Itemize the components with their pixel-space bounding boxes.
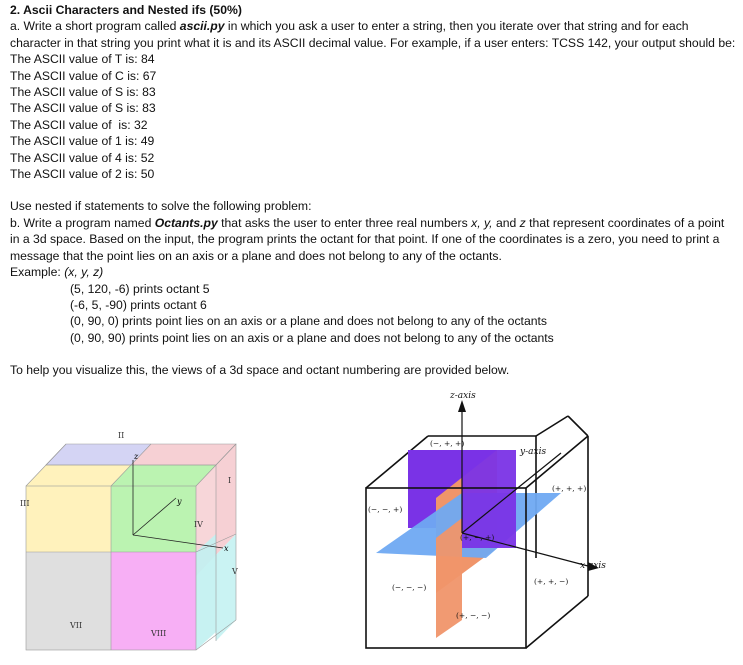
ascii-output-list xyxy=(10,51,737,182)
octant-vii-front xyxy=(26,552,111,650)
example-line: (0, 90, 0) prints point lies on an axis or a plane and does not belong to any of the octants xyxy=(70,314,547,329)
octant-label-viii: VIII xyxy=(151,629,167,638)
x-axis-label: x-axis xyxy=(580,561,606,571)
visualize-text: To help you visualize this, the views of a 3d space and octant numbering are provided below. xyxy=(10,363,510,378)
axis-letter-z: z xyxy=(134,452,139,461)
document-page xyxy=(10,0,737,379)
example-line: (0, 90, 90) prints point lies on an axis or a plane and does not belong to any of the octants xyxy=(70,330,554,345)
ascii-line: The ASCII value of S is: 83 xyxy=(10,101,156,116)
octant-label-i: I xyxy=(228,476,232,485)
ascii-line: The ASCII value of 4 is: 52 xyxy=(10,150,155,165)
example-label: Example: (x, y, z) xyxy=(10,265,104,280)
sign-label: (−, −, −) xyxy=(392,583,427,592)
sign-label: (−, −, +) xyxy=(368,505,403,514)
ascii-line: The ASCII value of is: 32 xyxy=(10,117,148,132)
octant-cube-figure xyxy=(18,410,250,660)
ascii-line: The ASCII value of 1 is: 49 xyxy=(10,134,155,149)
axis-letter-y: y xyxy=(177,497,182,506)
ascii-line: The ASCII value of S is: 83 xyxy=(10,85,156,100)
sign-label: (−, +, +) xyxy=(430,439,465,448)
axis-letter-x: x xyxy=(224,544,229,553)
part-b-paragraph: b. Write a program named Octants.py that asks the user to enter three real numbers x, y, and z that represent coordinates of a point in a 3d space. Based on the input, the program prints the octant for that point. If one of the coordinates is a zero, you need to print a message that the point lies on an axis or a plane and does not belong to any of the octants. xyxy=(10,215,725,263)
ascii-line: The ASCII value of T is: 84 xyxy=(10,52,155,67)
z-axis-label: z-axis xyxy=(450,391,476,401)
octant-label-ii: II xyxy=(118,431,125,440)
z-axis-arrow xyxy=(458,400,466,412)
octant-label-iv: IV xyxy=(194,520,203,529)
sign-label: (+, −, −) xyxy=(456,611,491,620)
xz-plane-front xyxy=(436,518,462,638)
sign-label: (+, +, +) xyxy=(552,484,587,493)
part-a-paragraph: a. Write a short program called ascii.py in which you ask a user to enter a string, then you iterate over that string and for each character in that string you print what it is and its ASCII decimal value. For example, if a user enters: TCSS 142, your output should be: xyxy=(10,19,736,50)
octant-label-vii: VII xyxy=(70,621,83,630)
example-line: (5, 120, -6) prints octant 5 xyxy=(70,281,210,296)
octant-iii-front xyxy=(26,486,111,552)
planes-3d-figure xyxy=(356,388,616,658)
octant-label-iii: III xyxy=(20,499,30,508)
sign-label: (+, +, −) xyxy=(534,577,569,586)
ascii-line: The ASCII value of C is: 67 xyxy=(10,68,157,83)
nested-if-intro: Use nested if statements to solve the following problem: xyxy=(10,199,312,214)
section-heading: 2. Ascii Characters and Nested ifs (50%) xyxy=(10,3,242,17)
octant-v-front xyxy=(196,534,216,650)
example-line: (-6, 5, -90) prints octant 6 xyxy=(70,297,207,312)
y-axis-label: y-axis xyxy=(520,447,547,457)
ascii-line: The ASCII value of 2 is: 50 xyxy=(10,167,155,182)
sign-label: (+, −, +) xyxy=(460,533,495,542)
octant-label-v: V xyxy=(232,567,238,576)
